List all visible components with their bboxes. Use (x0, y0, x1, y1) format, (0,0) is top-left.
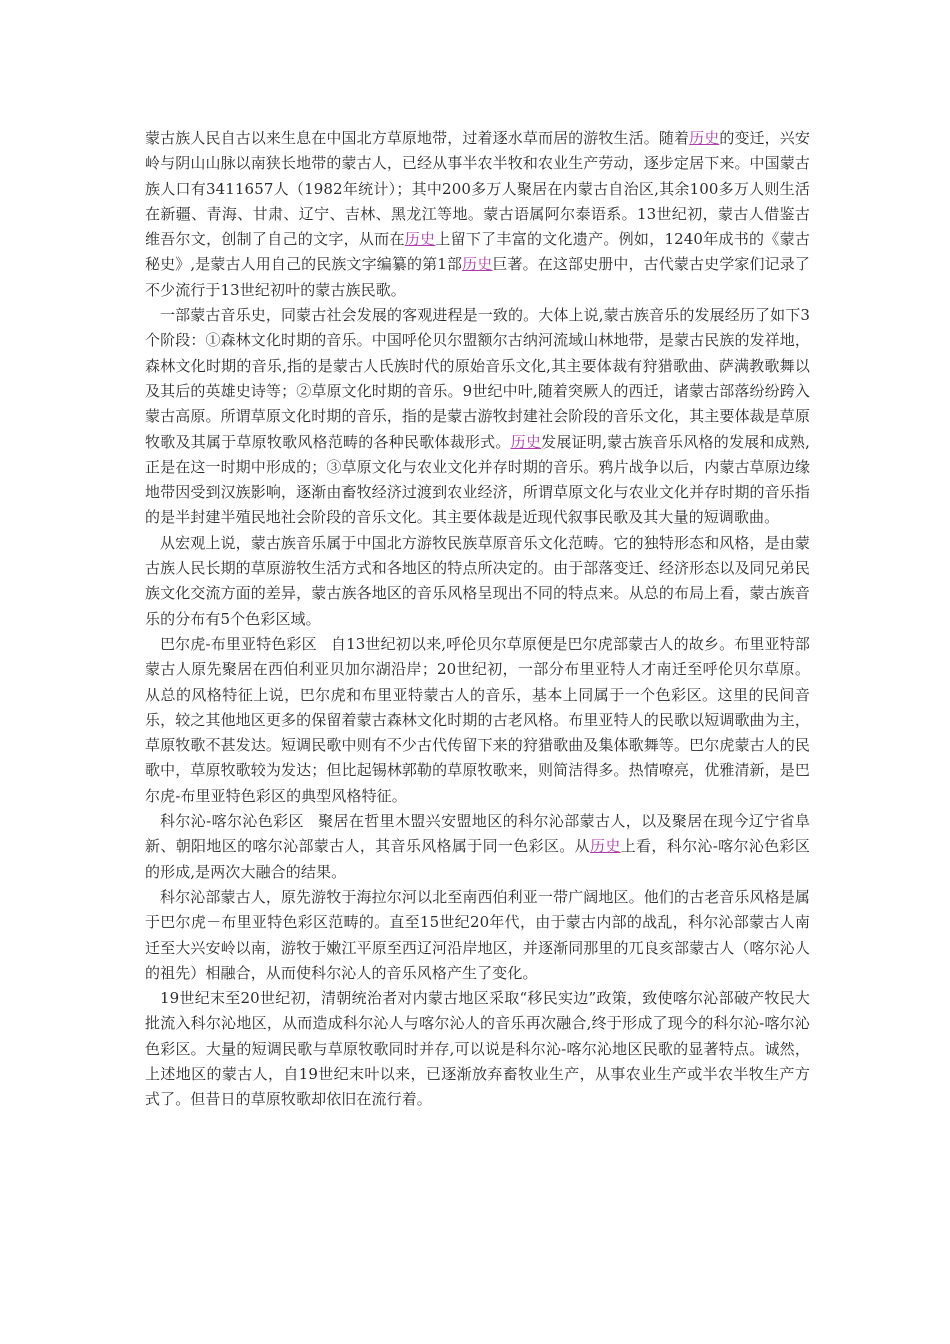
text-run: 上留下了丰富的文化遗产。例如，1240年成书的《蒙古秘史》,是蒙古人用自己的民族文字编纂的第1部 (145, 230, 810, 274)
text-run: 发展证明,蒙古族音乐风格的发展和成熟,正是在这一时期中形成的；③草原文化与农业文化并存时期的音乐。鸦片战争以后，内蒙古草原边缘地带因受到汉族影响，逐渐由畜牧经济过渡到农业经济，所谓草原文化与农业文化并存时期的音乐指的是半封建半殖民地社会阶段的音乐文化。其主要体裁是近现代叙事民歌及其大量的短调歌曲。 (145, 432, 811, 527)
paragraph-macro-view (145, 531, 810, 632)
section-heading: 科尔沁-喀尔沁色彩区 (160, 812, 304, 831)
history-link[interactable]: 历史 (404, 230, 436, 249)
text-run: 一部蒙古音乐史，同蒙古社会发展的客观进程是一致的。大体上说,蒙古族音乐的发展经历了如下3个阶段：①森林文化时期的音乐。中国呼伦贝尔盟额尔古纳河流域山林地带，是蒙古民族的发祥地，森林文化时期的音乐,指的是蒙古人氏族时代的原始音乐文化,其主要体裁有狩猎歌曲、萨满教歌舞以及其后的英雄史诗等；②草原文化时期的音乐。9世纪中叶,随着突厥人的西迁，诸蒙古部落纷纷跨入蒙古高原。所谓草原文化时期的音乐，指的是蒙古游牧封建社会阶段的音乐文化，其主要体裁是草原牧歌及其属于草原牧歌风格范畴的各种民歌体裁形式。 (145, 306, 810, 451)
paragraph-khorchin-origin (145, 885, 810, 986)
paragraph-intro (145, 126, 810, 303)
history-link[interactable]: 历史 (510, 432, 542, 451)
text-run: 巨著。在这部史册中，古代蒙古史学家们记录了不少流行于13世纪初叶的蒙古族民歌。 (145, 255, 811, 299)
text-run: 19世纪末至20世纪初，清朝统治者对内蒙古地区采取“移民实边”政策，致使喀尔沁部破产牧民大批流入科尔沁地区，从而造成科尔沁人与喀尔沁人的音乐再次融合,终于形成了现今的科尔沁-喀尔沁色彩区。大量的短调民歌与草原牧歌同时并存,可以说是科尔沁-喀尔沁地区民歌的显著特点。诚然，上述地区的蒙古人，自19世纪末叶以来，已逐渐放弃畜牧业生产，从事农业生产或半农半牧生产方式了。但昔日的草原牧歌却依旧在流行着。 (145, 989, 810, 1109)
history-link[interactable]: 历史 (689, 129, 720, 147)
text-run: 科尔沁部蒙古人，原先游牧于海拉尔河以北至南西伯利亚一带广阔地区。他们的古老音乐风格是属于巴尔虎－布里亚特色彩区范畴的。直至15世纪20年代，由于蒙古内部的战乱，科尔沁部蒙古人南迁至大兴安岭以南，游牧于嫩江平原至西辽河沿岸地区，并逐渐同那里的兀良亥部蒙古人（喀尔沁人的祖先）相融合，从而使科尔沁人的音乐风格产生了变化。 (145, 887, 810, 982)
text-run: 上看，科尔沁-喀尔沁色彩区的形成,是两次大融合的结果。 (145, 837, 811, 881)
paragraph-music-history (145, 303, 810, 531)
document-body (145, 126, 810, 1113)
text-run: 聚居在哲里木盟兴安盟地区的科尔沁部蒙古人，以及聚居在现今辽宁省阜新、朝阳地区的喀尔沁部蒙古人，其音乐风格属于同一色彩区。从 (145, 812, 810, 856)
history-link[interactable]: 历史 (462, 255, 493, 274)
section-heading: 巴尔虎-布里亚特色彩区 (160, 634, 317, 653)
text-run: 蒙古族人民自古以来生息在中国北方草原地带，过着逐水草而居的游牧生活。随着 (145, 129, 690, 147)
text-run: 的变迁，兴安岭与阴山山脉以南狭长地带的蒙古人，已经从事半农半牧和农业生产劳动，逐步定居下来。中国蒙古族人口有3411657人（1982年统计）；其中200多万人聚居在内蒙古自治区,其余100多万人则生活在新疆、青海、甘肃、辽宁、吉林、黑龙江等地。蒙古语属阿尔泰语系。13世纪初，蒙古人借鉴古维吾尔文，创制了自己的文字，从而在 (145, 129, 810, 249)
paragraph-migration (145, 986, 810, 1112)
history-link[interactable]: 历史 (590, 837, 621, 856)
paragraph-barhu-buryat (145, 632, 810, 809)
paragraph-khorchin-kharchin (145, 809, 810, 885)
text-run: 自13世纪初以来,呼伦贝尔草原便是巴尔虎部蒙古人的故乡。布里亚特部蒙古人原先聚居在西伯利亚贝加尔湖沿岸；20世纪初，一部分布里亚特人才南迁至呼伦贝尔草原。从总的风格特征上说，巴尔虎和布里亚特蒙古人的音乐，基本上同属于一个色彩区。这里的民间音乐，较之其他地区更多的保留着蒙古森林文化时期的古老风格。布里亚特人的民歌以短调歌曲为主，草原牧歌不甚发达。短调民歌中则有不少古代传留下来的狩猎歌曲及集体歌舞等。巴尔虎蒙古人的民歌中，草原牧歌较为发达；但比起锡林郭勒的草原牧歌来，则简洁得多。热情嘹亮，优雅清新，是巴尔虎-布里亚特色彩区的典型风格特征。 (145, 634, 810, 805)
text-run: 从宏观上说，蒙古族音乐属于中国北方游牧民族草原音乐文化范畴。它的独特形态和风格，是由蒙古族人民长期的草原游牧生活方式和各地区的特点所决定的。由于部落变迁、经济形态以及同兄弟民族文化交流方面的差异，蒙古族各地区的音乐风格呈现出不同的特点来。从总的布局上看，蒙古族音乐的分布有5个色彩区域。 (145, 533, 810, 628)
